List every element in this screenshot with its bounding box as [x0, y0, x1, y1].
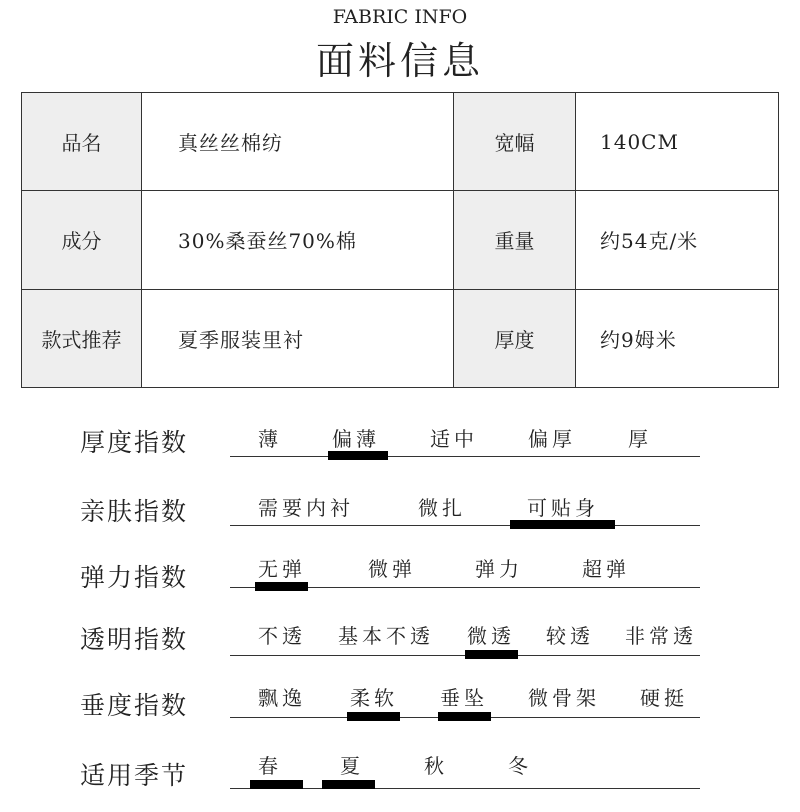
index-option: 弹力	[475, 557, 523, 581]
index-option: 较透	[546, 624, 594, 648]
index-option: 垂坠	[440, 686, 488, 710]
index-label: 弹力指数	[80, 563, 189, 592]
table-row	[22, 93, 779, 191]
index-option: 适中	[430, 427, 478, 451]
index-scale-line	[230, 525, 700, 526]
cell-label-weight: 重量	[454, 191, 576, 289]
index-option: 超弹	[582, 557, 630, 581]
index-row-thickness	[0, 423, 800, 483]
index-label: 适用季节	[80, 761, 189, 790]
index-label: 垂度指数	[80, 691, 189, 720]
index-selected-marker	[438, 712, 491, 721]
page-subtitle-en: FABRIC INFO	[332, 6, 468, 28]
index-option: 不透	[258, 624, 306, 648]
index-option: 非常透	[625, 624, 697, 648]
index-option: 偏厚	[528, 427, 576, 451]
index-label: 亲肤指数	[80, 497, 189, 526]
index-row-drape	[0, 684, 800, 744]
index-selected-marker	[347, 712, 400, 721]
index-selected-marker	[510, 520, 615, 529]
cell-value-composition: 30%桑蚕丝70%棉	[142, 191, 454, 289]
cell-value-name: 真丝丝棉纺	[142, 93, 454, 191]
cell-label-width: 宽幅	[454, 93, 576, 191]
page-title: 面料信息	[315, 39, 484, 83]
index-option: 微透	[467, 624, 515, 648]
cell-label-thickness: 厚度	[454, 289, 576, 387]
cell-label-name: 品名	[22, 93, 142, 191]
index-row-skin	[0, 492, 800, 552]
index-option: 厚	[628, 427, 652, 451]
index-option: 夏	[340, 754, 364, 778]
cell-value-weight: 约54克/米	[576, 191, 779, 289]
cell-label-composition: 成分	[22, 191, 142, 289]
index-selected-marker	[250, 780, 303, 789]
index-option: 春	[258, 754, 282, 778]
index-option: 薄	[258, 427, 282, 451]
index-option: 需要内衬	[258, 496, 354, 520]
index-option: 微弹	[368, 557, 416, 581]
index-label: 透明指数	[80, 625, 189, 654]
index-selected-marker	[255, 582, 308, 591]
index-selected-marker	[465, 650, 518, 659]
index-scale-line	[230, 456, 700, 457]
index-option: 微骨架	[528, 686, 600, 710]
index-option: 偏薄	[332, 427, 380, 451]
cell-value-thickness: 约9姆米	[576, 289, 779, 387]
index-selected-marker	[322, 780, 375, 789]
index-option: 秋	[424, 754, 448, 778]
index-option: 基本不透	[338, 624, 434, 648]
index-row-transparency	[0, 620, 800, 680]
index-option: 冬	[508, 754, 532, 778]
index-option: 柔软	[350, 686, 398, 710]
index-option: 无弹	[258, 557, 306, 581]
table-row	[22, 191, 779, 289]
cell-value-width: 140CM	[576, 93, 779, 191]
fabric-info-table	[21, 92, 779, 388]
index-option: 可贴身	[527, 496, 599, 520]
index-selected-marker	[328, 451, 388, 460]
cell-label-style: 款式推荐	[22, 289, 142, 387]
index-option: 飘逸	[258, 686, 306, 710]
index-option: 硬挺	[640, 686, 688, 710]
index-row-season	[0, 752, 800, 812]
table-row	[22, 289, 779, 387]
cell-value-style: 夏季服装里衬	[142, 289, 454, 387]
index-option: 微扎	[418, 496, 466, 520]
index-row-elasticity	[0, 556, 800, 616]
index-label: 厚度指数	[80, 428, 189, 457]
